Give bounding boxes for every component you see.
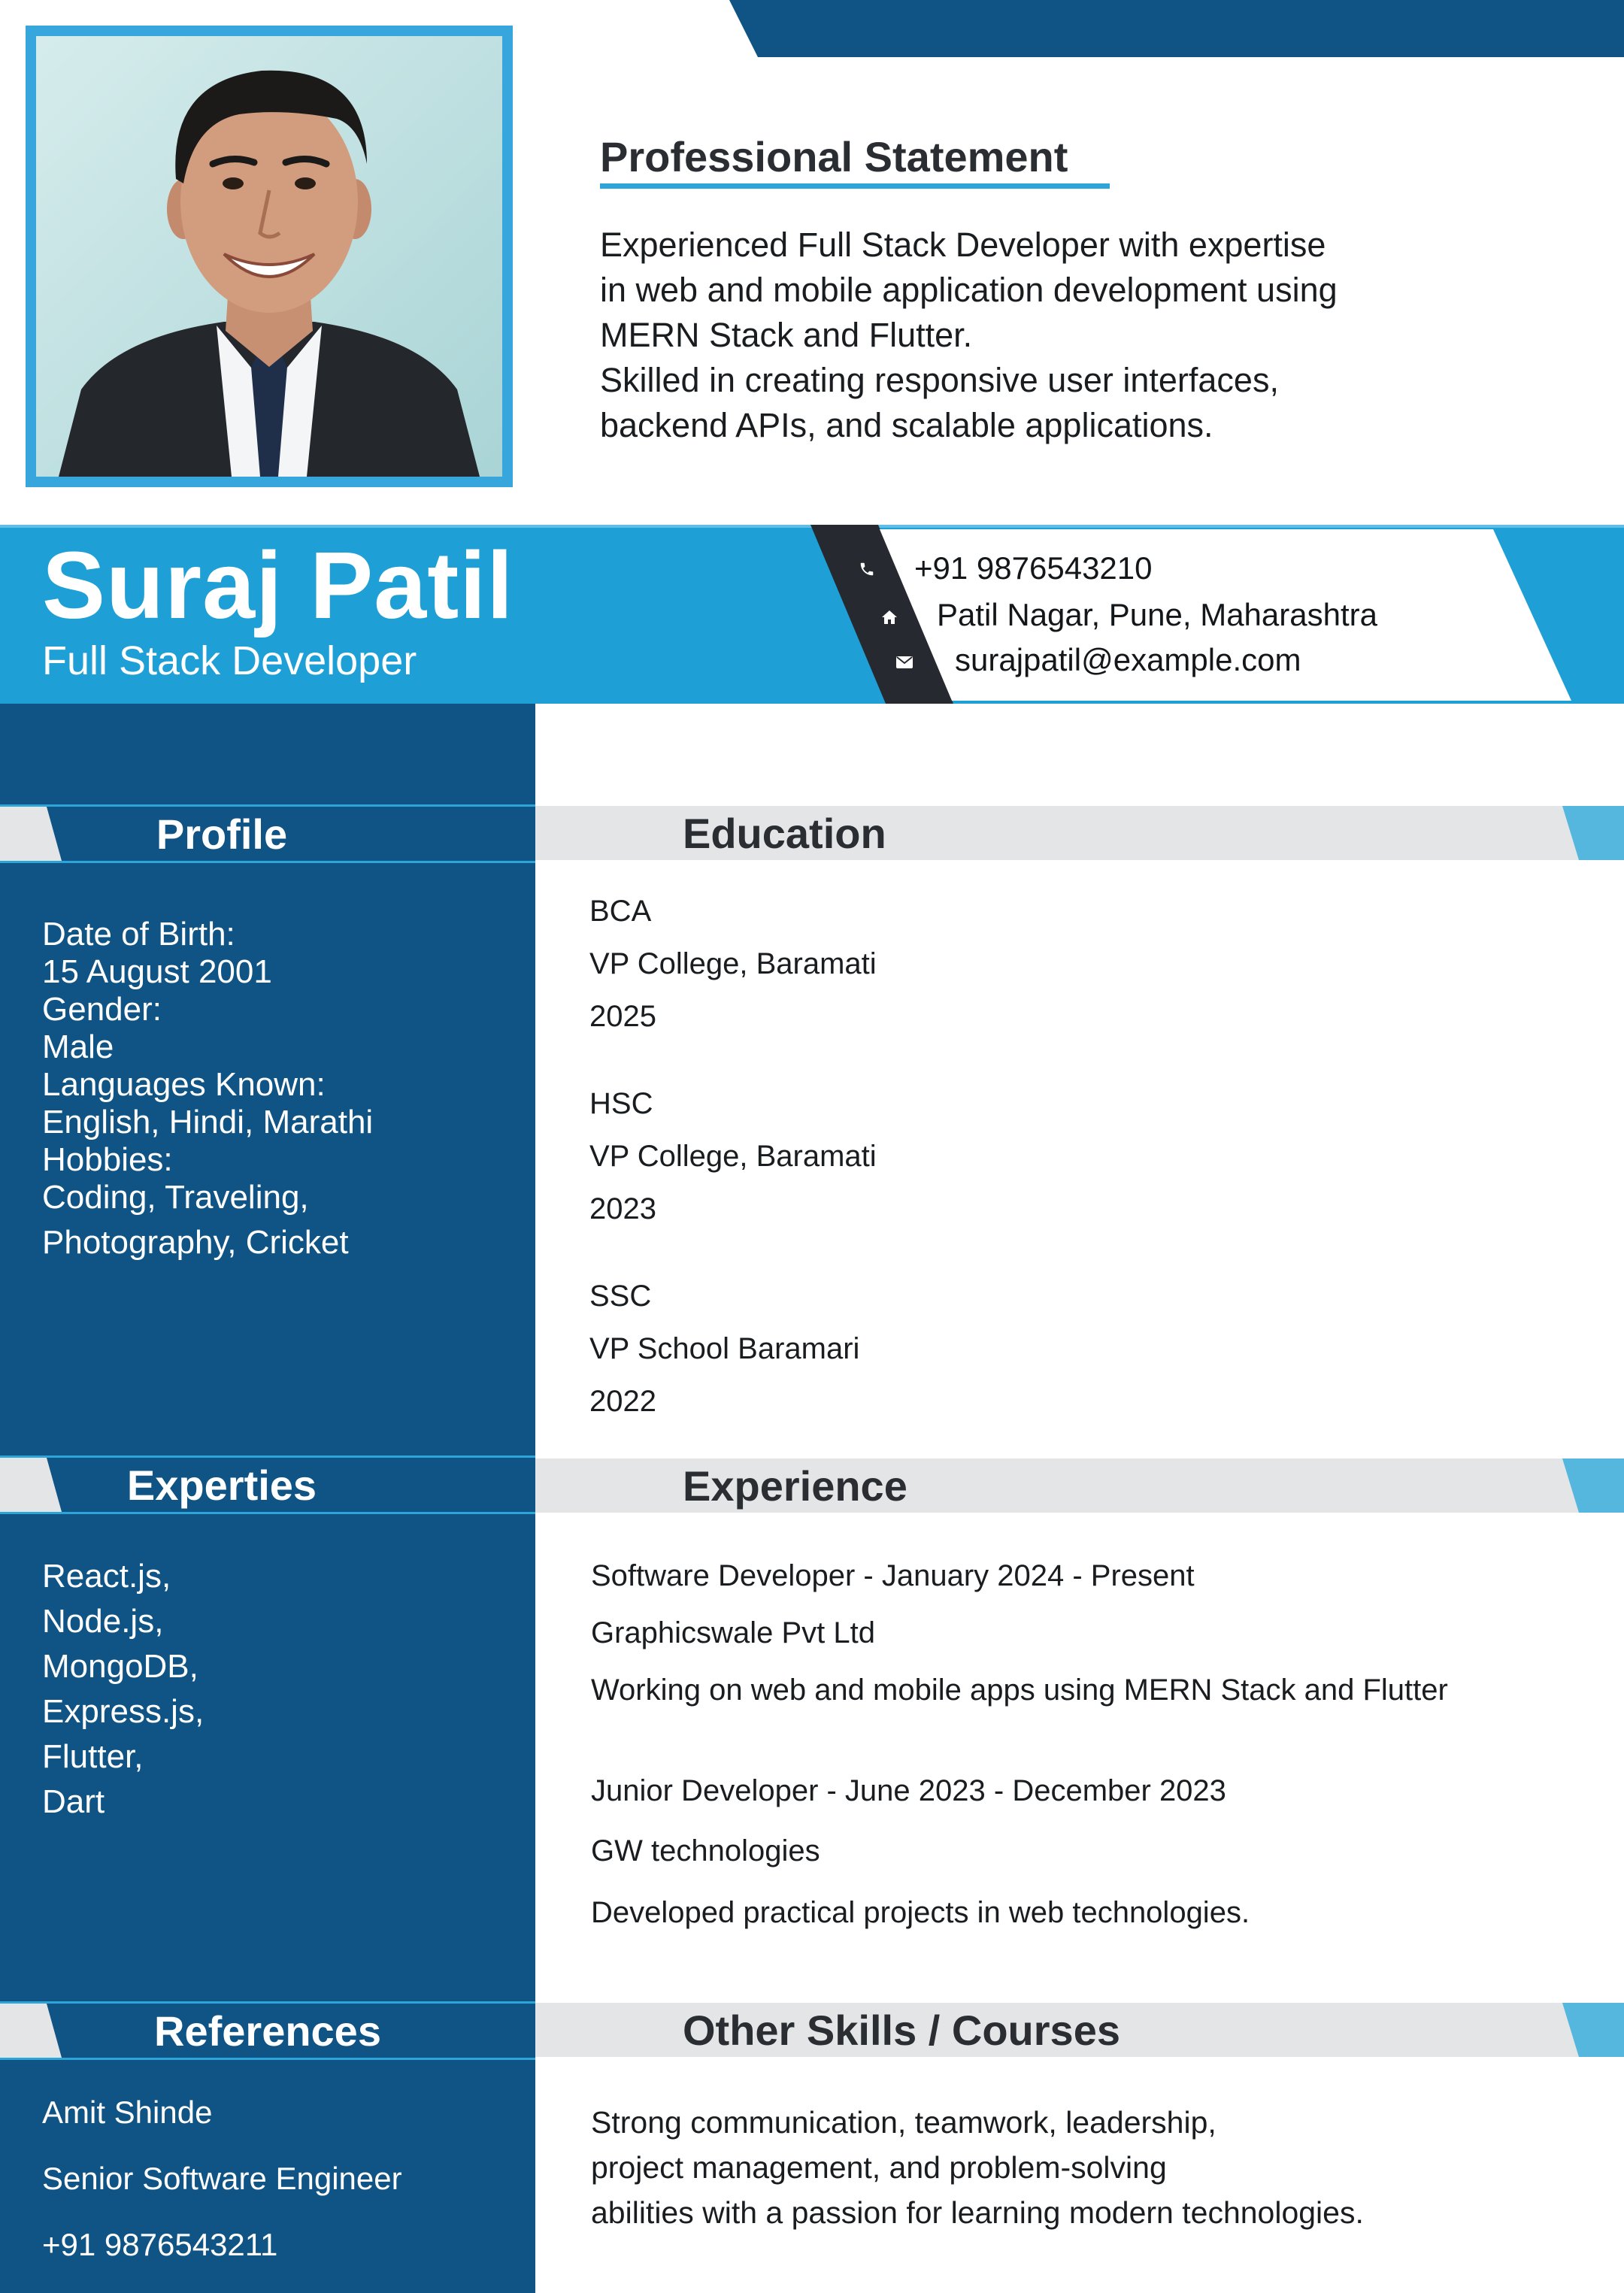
contact-address: Patil Nagar, Pune, Maharashtra [937,597,1377,632]
reference-phone[interactable]: +91 9876543211 [42,2227,278,2262]
education-year: 2023 [589,1192,656,1225]
experience-company: GW technologies [591,1834,820,1867]
education-institution: VP College, Baramati [589,1140,877,1173]
experience-role: Junior Developer - June 2023 - December 2023 [591,1774,1226,1807]
home-icon [878,606,901,629]
job-title: Full Stack Developer [42,638,417,683]
profile-photo [36,36,502,477]
top-decorative-bar [729,0,1624,57]
skills-heading: Other Skills / Courses [683,2006,1120,2054]
education-institution: VP School Baramari [589,1332,860,1365]
contact-phone[interactable]: +91 9876543210 [914,550,1153,586]
reference-position: Senior Software Engineer [42,2161,402,2196]
expertise-heading-bar [0,1455,535,1514]
profile-dob-value: 15 August 2001 [42,953,272,990]
expertise-item: Node.js, [42,1603,164,1640]
phone-icon [856,558,878,580]
profile-languages-label: Languages Known: [42,1066,326,1103]
skills-line: project management, and problem-solving [591,2150,1167,2185]
bar-accent-tab [1562,1458,1624,1513]
reference-name: Amit Shinde [42,2095,213,2130]
references-heading-bar [0,2001,535,2060]
statement-line: MERN Stack and Flutter. [600,316,973,354]
experience-heading-bar [535,1458,1624,1513]
statement-line: backend APIs, and scalable applications. [600,406,1213,444]
experience-role: Software Developer - January 2024 - Present [591,1559,1195,1592]
profile-heading-bar [0,804,535,863]
references-heading: References [154,2007,381,2055]
experience-company: Graphicswale Pvt Ltd [591,1616,875,1649]
expertise-heading: Experties [126,1461,317,1509]
contact-email[interactable]: surajpatil@example.com [955,642,1301,677]
profile-hobbies-value: Photography, Cricket [42,1224,349,1261]
statement-line: Skilled in creating responsive user interfaces, [600,361,1279,399]
experience-description: Working on web and mobile apps using MERN Stack and Flutter [591,1674,1448,1707]
education-heading-bar [535,806,1624,860]
expertise-item: Flutter, [42,1738,144,1775]
mail-icon [893,651,916,674]
statement-line: in web and mobile application development using [600,271,1338,309]
profile-languages-value: English, Hindi, Marathi [42,1104,374,1140]
education-degree: HSC [589,1087,653,1120]
bar-accent-tab [1562,806,1624,860]
expertise-item: Dart [42,1783,105,1820]
profile-heading: Profile [156,810,288,858]
statement-body [600,223,1427,448]
education-institution: VP College, Baramati [589,947,877,980]
statement-heading: Professional Statement [600,133,1068,180]
bar-accent-tab [1562,2003,1624,2057]
full-name: Suraj Patil [42,532,514,638]
skills-line: abilities with a passion for learning modern technologies. [591,2195,1364,2230]
education-degree: SSC [589,1280,652,1313]
portrait-illustration [36,36,502,477]
education-heading: Education [683,809,886,857]
statement-line: Experienced Full Stack Developer with expertise [600,226,1326,264]
profile-gender-label: Gender: [42,991,162,1028]
profile-gender-value: Male [42,1028,114,1065]
education-year: 2025 [589,1000,656,1033]
statement-underline [600,183,1110,189]
experience-description: Developed practical projects in web technologies. [591,1896,1250,1929]
expertise-item: MongoDB, [42,1648,198,1685]
skills-line: Strong communication, teamwork, leadership, [591,2105,1216,2140]
skills-heading-bar [535,2003,1624,2057]
education-year: 2022 [589,1385,656,1418]
profile-hobbies-value: Coding, Traveling, [42,1179,309,1216]
expertise-item: Express.js, [42,1693,205,1730]
expertise-item: React.js, [42,1558,171,1595]
profile-hobbies-label: Hobbies: [42,1141,173,1178]
profile-dob-label: Date of Birth: [42,916,235,953]
education-degree: BCA [589,895,652,928]
experience-heading: Experience [683,1462,907,1510]
